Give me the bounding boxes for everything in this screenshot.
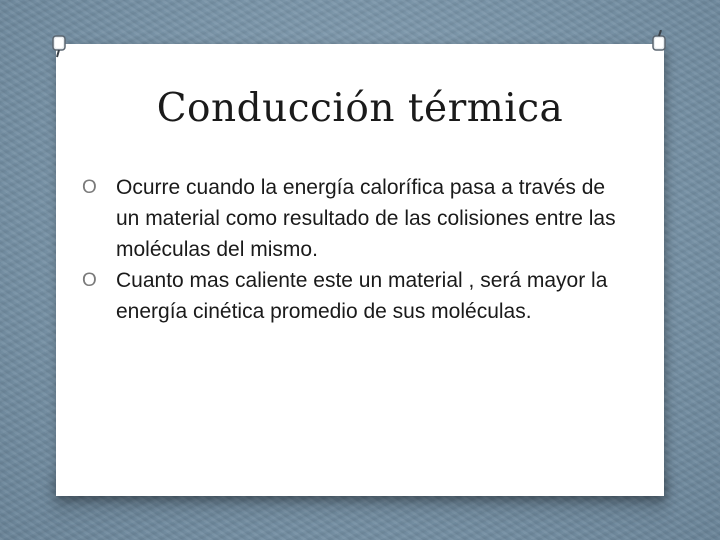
bullet-marker: O [82,177,97,198]
bullet-text: Cuanto mas caliente este un material , será mayor la energía cinética promedio de sus moléculas. [116,269,608,323]
bullet-text: Ocurre cuando la energía calorífica pasa a través de un material como resultado de las colisiones entre las moléculas del mismo. [116,176,616,261]
bullet-marker: O [82,270,97,291]
pushpin-icon [48,32,70,58]
bullet-item [80,172,620,265]
pushpin-icon [648,30,670,56]
bullet-item [80,265,620,327]
bullet-list [80,172,620,327]
slide-title: Conducción térmica [156,86,564,131]
